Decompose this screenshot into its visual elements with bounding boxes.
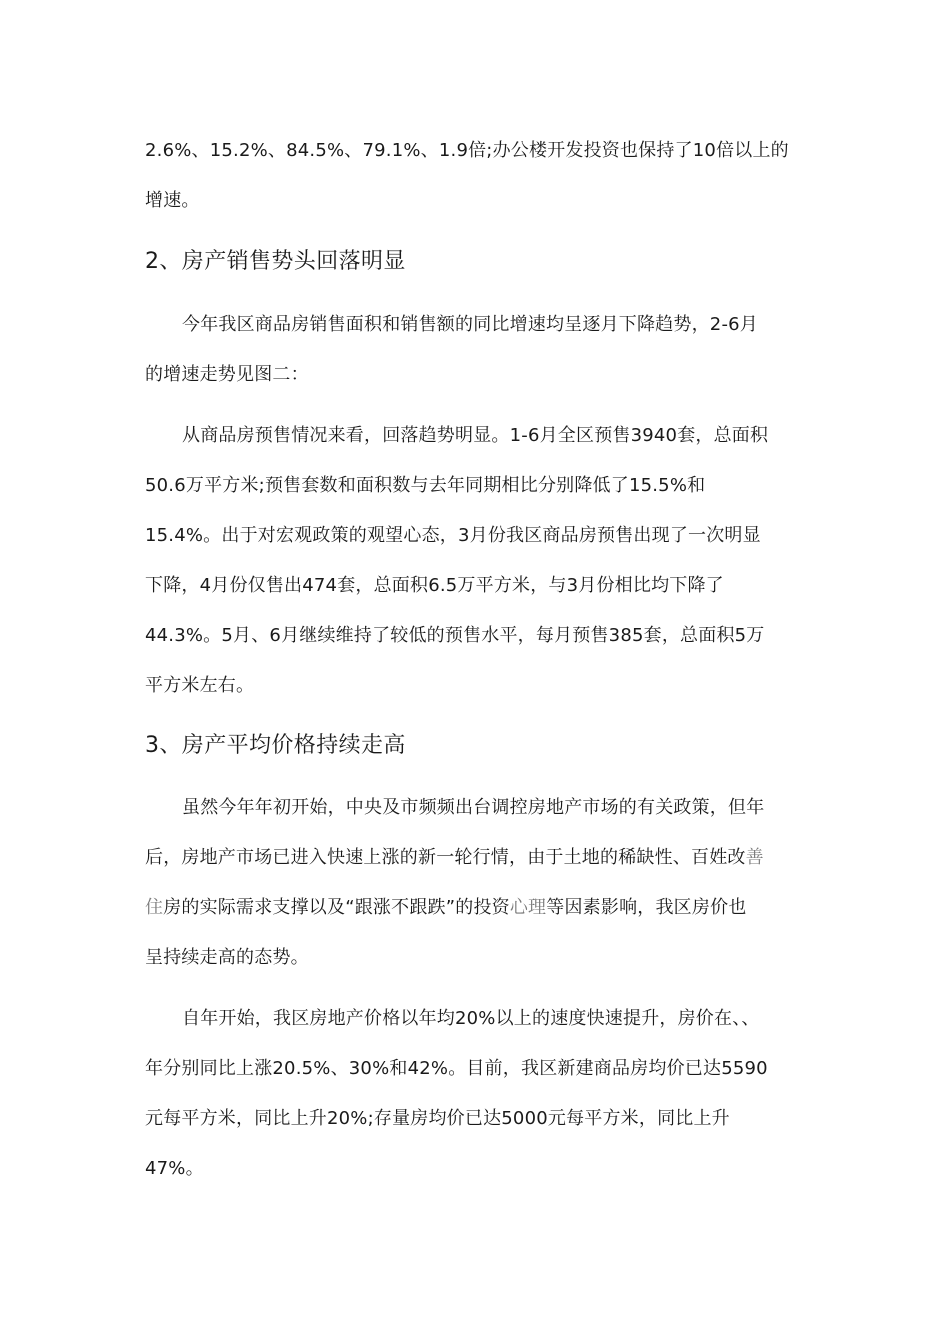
section-3-para-2-line-4: 47%。 — [145, 1158, 204, 1179]
section-2-para-2-line-3: 15.4%。出于对宏观政策的观望心态，3月份我区商品房预售出现了一次明显 — [145, 525, 761, 546]
section-2-para-2-line-2: 50.6万平方米;预售套数和面积数与去年同期相比分别降低了15.5%和 — [145, 475, 706, 496]
section-3-para-2-line-3: 元每平方米，同比上升20%;存量房均价已达5000元每平方米，同比上升 — [145, 1108, 730, 1129]
section-3-para-1-line-3-gray-mid: 心理 — [509, 897, 547, 918]
section-3-heading: 3、房产平均价格持续走高 — [145, 733, 406, 758]
intro-line-1: 2.6%、15.2%、84.5%、79.1%、1.9倍;办公楼开发投资也保持了10倍以上的 — [145, 140, 789, 161]
section-3-para-1-line-4: 呈持续走高的态势。 — [145, 947, 309, 968]
section-2-para-1-line-2: 的增速走势见图二： — [145, 364, 309, 385]
section-2-heading: 2、房产销售势头回落明显 — [145, 249, 406, 274]
section-3-para-2-line-1: 自年开始，我区房地产价格以年均20%以上的速度快速提升，房价在、、 — [182, 1008, 760, 1029]
section-3-para-1-line-3-text-a: 房的实际需求支撑以及“跟涨不跟跌”的投资 — [163, 897, 510, 918]
section-2-para-2-line-6: 平方米左右。 — [145, 675, 255, 696]
section-2-para-2-line-1: 从商品房预售情况来看，回落趋势明显。1-6月全区预售3940套，总面积 — [182, 425, 769, 446]
section-3-para-1-line-3 — [145, 896, 746, 920]
section-2-para-1-line-1: 今年我区商品房销售面积和销售额的同比增速均呈逐月下降趋势，2-6月 — [182, 314, 758, 335]
section-3-para-1-line-2-gray-text: 善 — [745, 847, 764, 868]
section-3-para-1-line-2 — [145, 846, 764, 870]
section-3-para-2-line-2: 年分别同比上涨20.5%、30%和42%。目前，我区新建商品房均价已达5590 — [145, 1058, 768, 1079]
section-2-para-2-line-5: 44.3%。5月、6月继续维持了较低的预售水平，每月预售385套，总面积5万 — [145, 625, 765, 646]
section-3-para-1-line-3-gray-start: 住 — [145, 897, 164, 918]
section-2-para-2-line-4: 下降，4月份仅售出474套，总面积6.5万平方米，与3月份相比均下降了 — [145, 575, 724, 596]
section-3-para-1-line-3-text-b: 等因素影响，我区房价也 — [546, 897, 747, 918]
intro-line-2: 增速。 — [145, 190, 200, 211]
section-3-para-1-line-1: 虽然今年年初开始，中央及市频频出台调控房地产市场的有关政策，但年 — [182, 797, 765, 818]
section-3-para-1-line-2-text: 后，房地产市场已进入快速上涨的新一轮行情，由于土地的稀缺性、百姓改 — [145, 847, 746, 868]
